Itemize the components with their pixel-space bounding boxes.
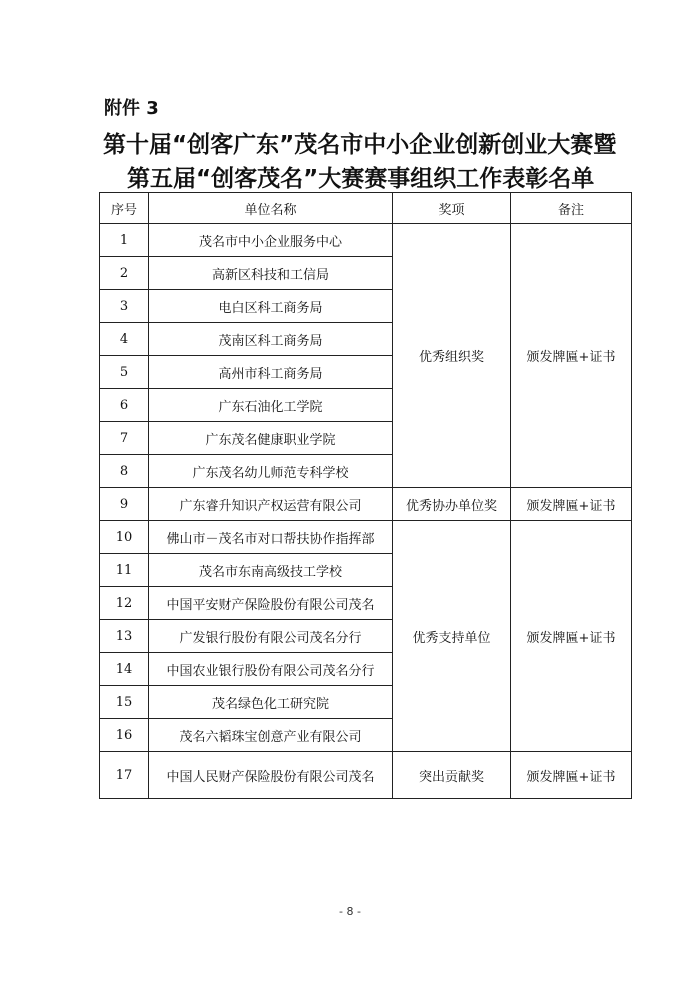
row-name: 茂南区科工商务局 [149, 323, 393, 356]
row-no: 16 [100, 719, 149, 752]
row-no: 8 [100, 455, 149, 488]
row-name: 中国人民财产保险股份有限公司茂名 [149, 752, 393, 799]
row-no: 5 [100, 356, 149, 389]
table-row [100, 488, 632, 521]
note-cell: 颁发牌匾+证书 [511, 521, 632, 752]
row-name: 中国农业银行股份有限公司茂名分行 [149, 653, 393, 686]
header-award: 奖项 [393, 193, 511, 224]
row-name: 广东睿升知识产权运营有限公司 [149, 488, 393, 521]
row-no: 2 [100, 257, 149, 290]
row-name: 茂名六韬珠宝创意产业有限公司 [149, 719, 393, 752]
award-table [99, 192, 632, 799]
row-no: 14 [100, 653, 149, 686]
row-no: 11 [100, 554, 149, 587]
award-cell: 突出贡献奖 [393, 752, 511, 799]
award-cell: 优秀协办单位奖 [393, 488, 511, 521]
row-no: 1 [100, 224, 149, 257]
row-no: 12 [100, 587, 149, 620]
row-name: 高州市科工商务局 [149, 356, 393, 389]
row-no: 7 [100, 422, 149, 455]
row-name: 广发银行股份有限公司茂名分行 [149, 620, 393, 653]
title-line-1: 第十届“创客广东”茂名市中小企业创新创业大赛暨 [103, 132, 617, 158]
row-name: 茂名市东南高级技工学校 [149, 554, 393, 587]
award-cell: 优秀支持单位 [393, 521, 511, 752]
row-no: 15 [100, 686, 149, 719]
row-name: 广东茂名健康职业学院 [149, 422, 393, 455]
note-cell: 颁发牌匾+证书 [511, 224, 632, 488]
row-name: 佛山市－茂名市对口帮扶协作指挥部 [149, 521, 393, 554]
row-no: 4 [100, 323, 149, 356]
row-no: 9 [100, 488, 149, 521]
row-name: 中国平安财产保险股份有限公司茂名 [149, 587, 393, 620]
award-cell: 优秀组织奖 [393, 224, 511, 488]
row-no: 10 [100, 521, 149, 554]
row-name: 茂名绿色化工研究院 [149, 686, 393, 719]
title-line-2: 第五届“创客茂名”大赛赛事组织工作表彰名单 [127, 166, 595, 192]
row-no: 13 [100, 620, 149, 653]
table-header-row [100, 193, 632, 224]
row-no: 17 [100, 752, 149, 799]
page-number: - 8 - [339, 905, 361, 918]
header-name: 单位名称 [149, 193, 393, 224]
row-name: 高新区科技和工信局 [149, 257, 393, 290]
header-no: 序号 [100, 193, 149, 224]
row-name: 茂名市中小企业服务中心 [149, 224, 393, 257]
table-row [100, 752, 632, 799]
attachment-label: 附件 3 [104, 98, 159, 119]
note-cell: 颁发牌匾+证书 [511, 752, 632, 799]
note-cell: 颁发牌匾+证书 [511, 488, 632, 521]
table-row [100, 521, 632, 554]
row-name: 广东茂名幼儿师范专科学校 [149, 455, 393, 488]
row-no: 6 [100, 389, 149, 422]
row-name: 电白区科工商务局 [149, 290, 393, 323]
row-name: 广东石油化工学院 [149, 389, 393, 422]
header-note: 备注 [511, 193, 632, 224]
table-row [100, 224, 632, 257]
row-no: 3 [100, 290, 149, 323]
